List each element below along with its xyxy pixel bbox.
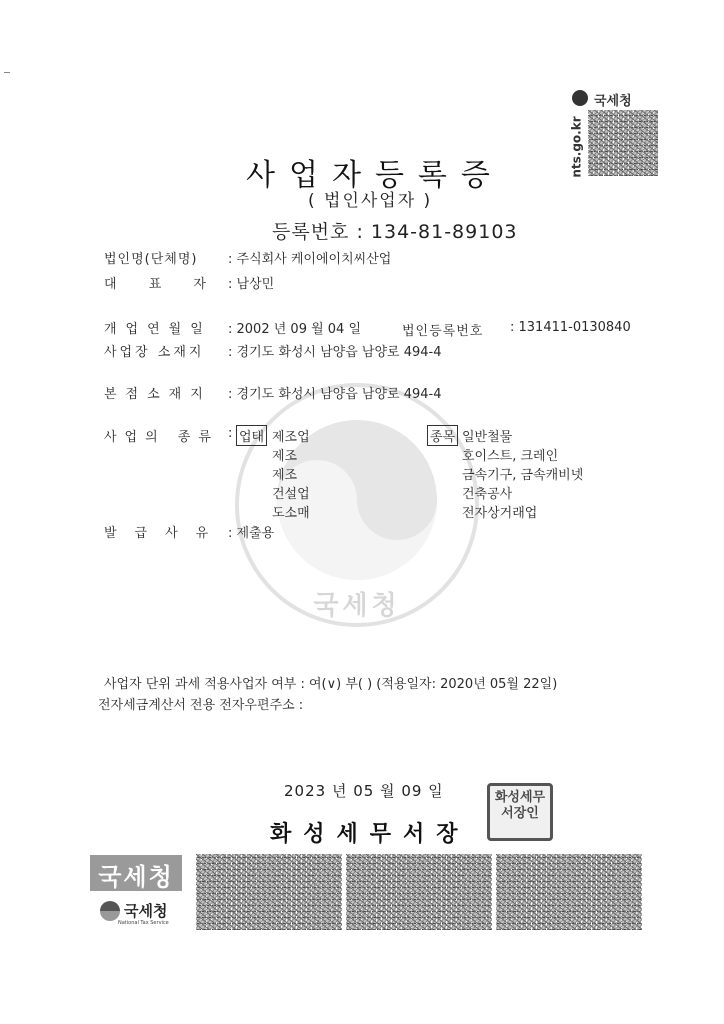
nts-header-stamp <box>564 88 664 178</box>
open-date-label: 개업연월일 <box>104 322 212 337</box>
corp-reg-no-value: : 131411-0130840 <box>510 320 631 335</box>
watermark-top-text <box>232 380 482 381</box>
uptae-5: 도소매 <box>272 506 310 521</box>
issue-reason-value: : 제출용 <box>228 526 275 541</box>
document-title: 사업자등록증 <box>246 158 504 193</box>
bottom-barcode-2 <box>346 854 492 930</box>
nts-banner <box>90 855 182 891</box>
nts-taegeuk-icon <box>100 901 120 921</box>
jongmok-2: 호이스트, 크레인 <box>462 449 559 464</box>
uptae-2: 제조 <box>272 449 298 464</box>
document-subtitle: ( 법인사업자 ) <box>308 191 433 211</box>
jongmok-1: 일반철물 <box>462 430 513 445</box>
issue-reason-label: 발급사유 <box>104 526 227 541</box>
nts-url: nts.go.kr <box>569 116 584 178</box>
uptae-3: 제조 <box>272 468 298 483</box>
header-barcode <box>588 110 658 176</box>
official-seal-text: 화성세무서장인 <box>494 790 546 821</box>
watermark-bottom-text: 국세청 <box>313 591 401 621</box>
nts-bottom-logo-sub: National Tax Service <box>118 920 169 926</box>
rep-label: 대 표 자 <box>104 277 220 292</box>
nts-character-icon <box>572 90 588 106</box>
nts-bottom-logo-text: 국세청 <box>124 902 168 920</box>
biz-addr-label: 사업장 소재지 <box>104 345 205 360</box>
corp-reg-no-label: 법인등록번호 <box>402 324 484 339</box>
hq-addr-label: 본점소재지 <box>104 387 212 402</box>
jongmok-badge: 종목 <box>427 425 458 446</box>
jongmok-3: 금속기구, 금속캐비넷 <box>462 468 584 483</box>
jongmok-5: 전자상거래업 <box>462 506 538 521</box>
jongmok-4: 건축공사 <box>462 487 513 502</box>
nts-logo-text: 국세청 <box>594 94 632 109</box>
uptae-4: 건설업 <box>272 487 310 502</box>
issue-date: 2023 년 05 월 09 일 <box>284 782 444 800</box>
nts-banner-text: 국세청 <box>98 863 174 891</box>
margin-dash <box>4 72 10 73</box>
bottom-barcode-1 <box>196 854 342 930</box>
unit-tax-line: 사업자 단위 과세 적용사업자 여부 : 여(∨) 부( ) (적용일자: 2020년 05월 22일) <box>104 677 558 692</box>
registration-number: 등록번호 : 134-81-89103 <box>272 221 518 243</box>
rep-value: : 남상민 <box>228 277 275 292</box>
corp-name-label: 법인명(단체명) <box>104 252 198 267</box>
official-seal <box>487 783 553 841</box>
tax-office-name: 화성세무서장 <box>270 822 470 847</box>
open-date-value: : 2002 년 09 월 04 일 <box>228 322 362 337</box>
corp-name-value: : 주식회사 케이에이치씨산업 <box>228 252 392 267</box>
biz-type-colon: : <box>228 426 233 441</box>
biz-addr-value: : 경기도 화성시 남양읍 남양로 494-4 <box>228 345 442 360</box>
nts-watermark-seal <box>232 380 482 630</box>
hq-addr-value: : 경기도 화성시 남양읍 남양로 494-4 <box>228 387 442 402</box>
bottom-barcode-3 <box>496 854 642 930</box>
uptae-badge: 업태 <box>236 425 267 446</box>
email-line: 전자세금계산서 전용 전자우편주소 : <box>98 698 304 713</box>
uptae-1: 제조업 <box>272 430 310 445</box>
biz-type-label: 사업의 종류 <box>104 430 219 445</box>
